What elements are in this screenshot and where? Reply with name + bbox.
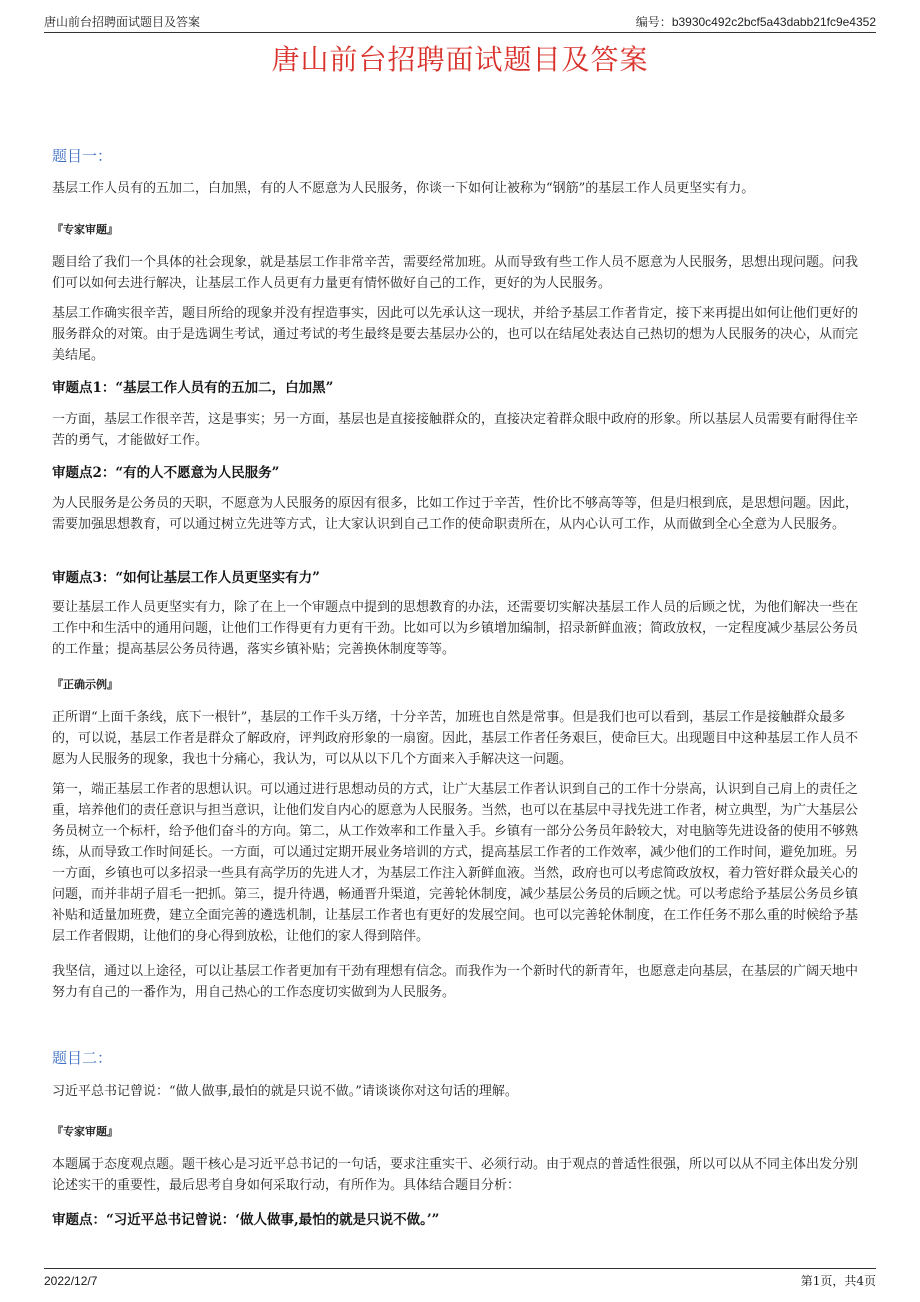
q1-question: 基层工作人员有的五加二，白加黑，有的人不愿意为人民服务，你谈一下如何让被称为“钢筋”的基层工作人员更坚实有力。	[52, 181, 755, 196]
q1-heading: 题目一：	[52, 147, 113, 165]
q1-example-p1: 正所谓“上面千条线，底下一根针”，基层的工作千头万绪，十分辛苦，加班也自然是常事。但是我们也可以看到，基层工作是接触群众最多的，可以说，基层工作者是群众了解政府，评判政府形象的一扇窗。因此，基层工作者任务艰巨，使命巨大。出现题目中这种基层工作人员不愿为人民服务的现象，我也十分痛心，我认为，可以从以下几个方面来入手解决这一问题。	[52, 710, 859, 767]
header-id-label: 编号：	[635, 15, 672, 29]
q1-expert-tag: 『专家审题』	[52, 223, 118, 236]
q1-example-tag: 『正确示例』	[52, 678, 118, 691]
q1-example-p3: 我坚信，通过以上途径，可以让基层工作者更加有干劲有理想有信念。而我作为一个新时代的新青年，也愿意走向基层，在基层的广阔天地中努力有自己的一番作为，用自己热心的工作态度切实做到为人民服务。	[52, 964, 859, 1000]
header-doc-id	[636, 12, 876, 32]
q1-point3-text: 要让基层工作人员更坚实有力，除了在上一个审题点中提到的思想教育的办法，还需要切实解决基层工作人员的后顾之忧，为他们解决一些在工作中和生活中的通用问题，让他们工作得更有力更有干劲。比如可以为乡镇增加编制，招录新鲜血液；简政放权，一定程度减少基层公务员的工作量；提高基层公务员待遇，落实乡镇补贴；完善换休制度等等。	[52, 600, 859, 657]
q1-point2-text: 为人民服务是公务员的天职，不愿意为人民服务的原因有很多，比如工作过于辛苦，性价比不够高等等，但是归根到底，是思想问题。因此，需要加强思想教育，可以通过树立先进等方式，让大家认识到自己工作的使命职责所在，从内心认可工作，从而做到全心全意为人民服务。	[52, 496, 859, 532]
q2-heading: 题目二：	[52, 1049, 113, 1067]
q2-point-title: 审题点：“习近平总书记曾说：‘做人做事,最怕的就是只说不做。’”	[52, 1212, 440, 1228]
q1-point3-title: 审题点3：“如何让基层工作人员更坚实有力”	[52, 570, 320, 586]
page-footer	[44, 1268, 876, 1291]
q1-analysis-p2: 基层工作确实很辛苦，题目所给的现象并没有捏造事实，因此可以先承认这一现状，并给予基层工作者肯定，接下来再提出如何让他们更好的服务群众的对策。由于是选调生考试，通过考试的考生最终是要去基层办公的，也可以在结尾处表达自己热切的想为人民服务的决心，从而完美结尾。	[52, 306, 859, 363]
q1-point1-title: 审题点1：“基层工作人员有的五加二，白加黑”	[52, 380, 334, 396]
q1-point2-title: 审题点2：“有的人不愿意为人民服务”	[52, 465, 280, 481]
footer-date: 2022/12/7	[44, 1274, 98, 1288]
q1-point1-text: 一方面，基层工作很辛苦，这是事实；另一方面，基层也是直接接触群众的，直接决定着群众眼中政府的形象。所以基层人员需要有耐得住辛苦的勇气，才能做好工作。	[52, 412, 859, 448]
q2-expert-tag: 『专家审题』	[52, 1125, 118, 1138]
q2-analysis-p1: 本题属于态度观点题。题干核心是习近平总书记的一句话，要求注重实干、必须行动。由于观点的普适性很强，所以可以从不同主体出发分别论述实干的重要性，最后思考自身如何采取行动，有所作为。具体结合题目分析：	[52, 1157, 859, 1193]
page-title: 唐山前台招聘面试题目及答案	[271, 43, 649, 76]
q1-example-p2: 第一，端正基层工作者的思想认识。可以通过进行思想动员的方式，让广大基层工作者认识到自己的工作十分崇高，认识到自己肩上的责任之重，培养他们的责任意识与担当意识，让他们发自内心的愿意为人民服务。当然，也可以在基层中寻找先进工作者，树立典型，为广大基层公务员树立一个标杆，给予他们奋斗的方向。第二，从工作效率和工作量入手。乡镇有一部分公务员年龄较大，对电脑等先进设备的使用不够熟练，从而导致工作时间延长。一方面，可以通过定期开展业务培训的方式，提高基层工作者的工作效率，减少他们的工作时间，避免加班。另一方面，乡镇也可以多招录一些具有高学历的先进人才，为基层工作注入新鲜血液。当然，政府也可以考虑简政放权，着力管好群众最关心的问题，而并非胡子眉毛一把抓。第三，提升待遇，畅通晋升渠道，完善轮休制度，减少基层公务员的后顾之忧。可以考虑给予基层公务员乡镇补贴和适量加班费，建立全面完善的遴选机制，让基层工作者也有更好的发展空间。也可以完善轮休制度，在工作任务不那么重的时候给予基层工作者假期，让他们的身心得到放松，让他们的家人得到陪伴。	[52, 782, 859, 944]
q1-analysis-p1: 题目给了我们一个具体的社会现象，就是基层工作非常辛苦，需要经常加班。从而导致有些工作人员不愿意为人民服务，思想出现问题。问我们可以如何去进行解决，让基层工作人员更有力量更有情怀做好自己的工作，更好的为人民服务。	[52, 255, 859, 291]
header-id-value: b3930c492c2bcf5a43dabb21fc9e4352	[671, 15, 876, 29]
q2-question: 习近平总书记曾说：“做人做事,最怕的就是只说不做。”请谈谈你对这句话的理解。	[52, 1084, 518, 1099]
header-doc-title: 唐山前台招聘面试题目及答案	[44, 15, 201, 29]
page-header	[44, 12, 876, 33]
footer-page-number: 第1页，共4页	[800, 1274, 876, 1288]
